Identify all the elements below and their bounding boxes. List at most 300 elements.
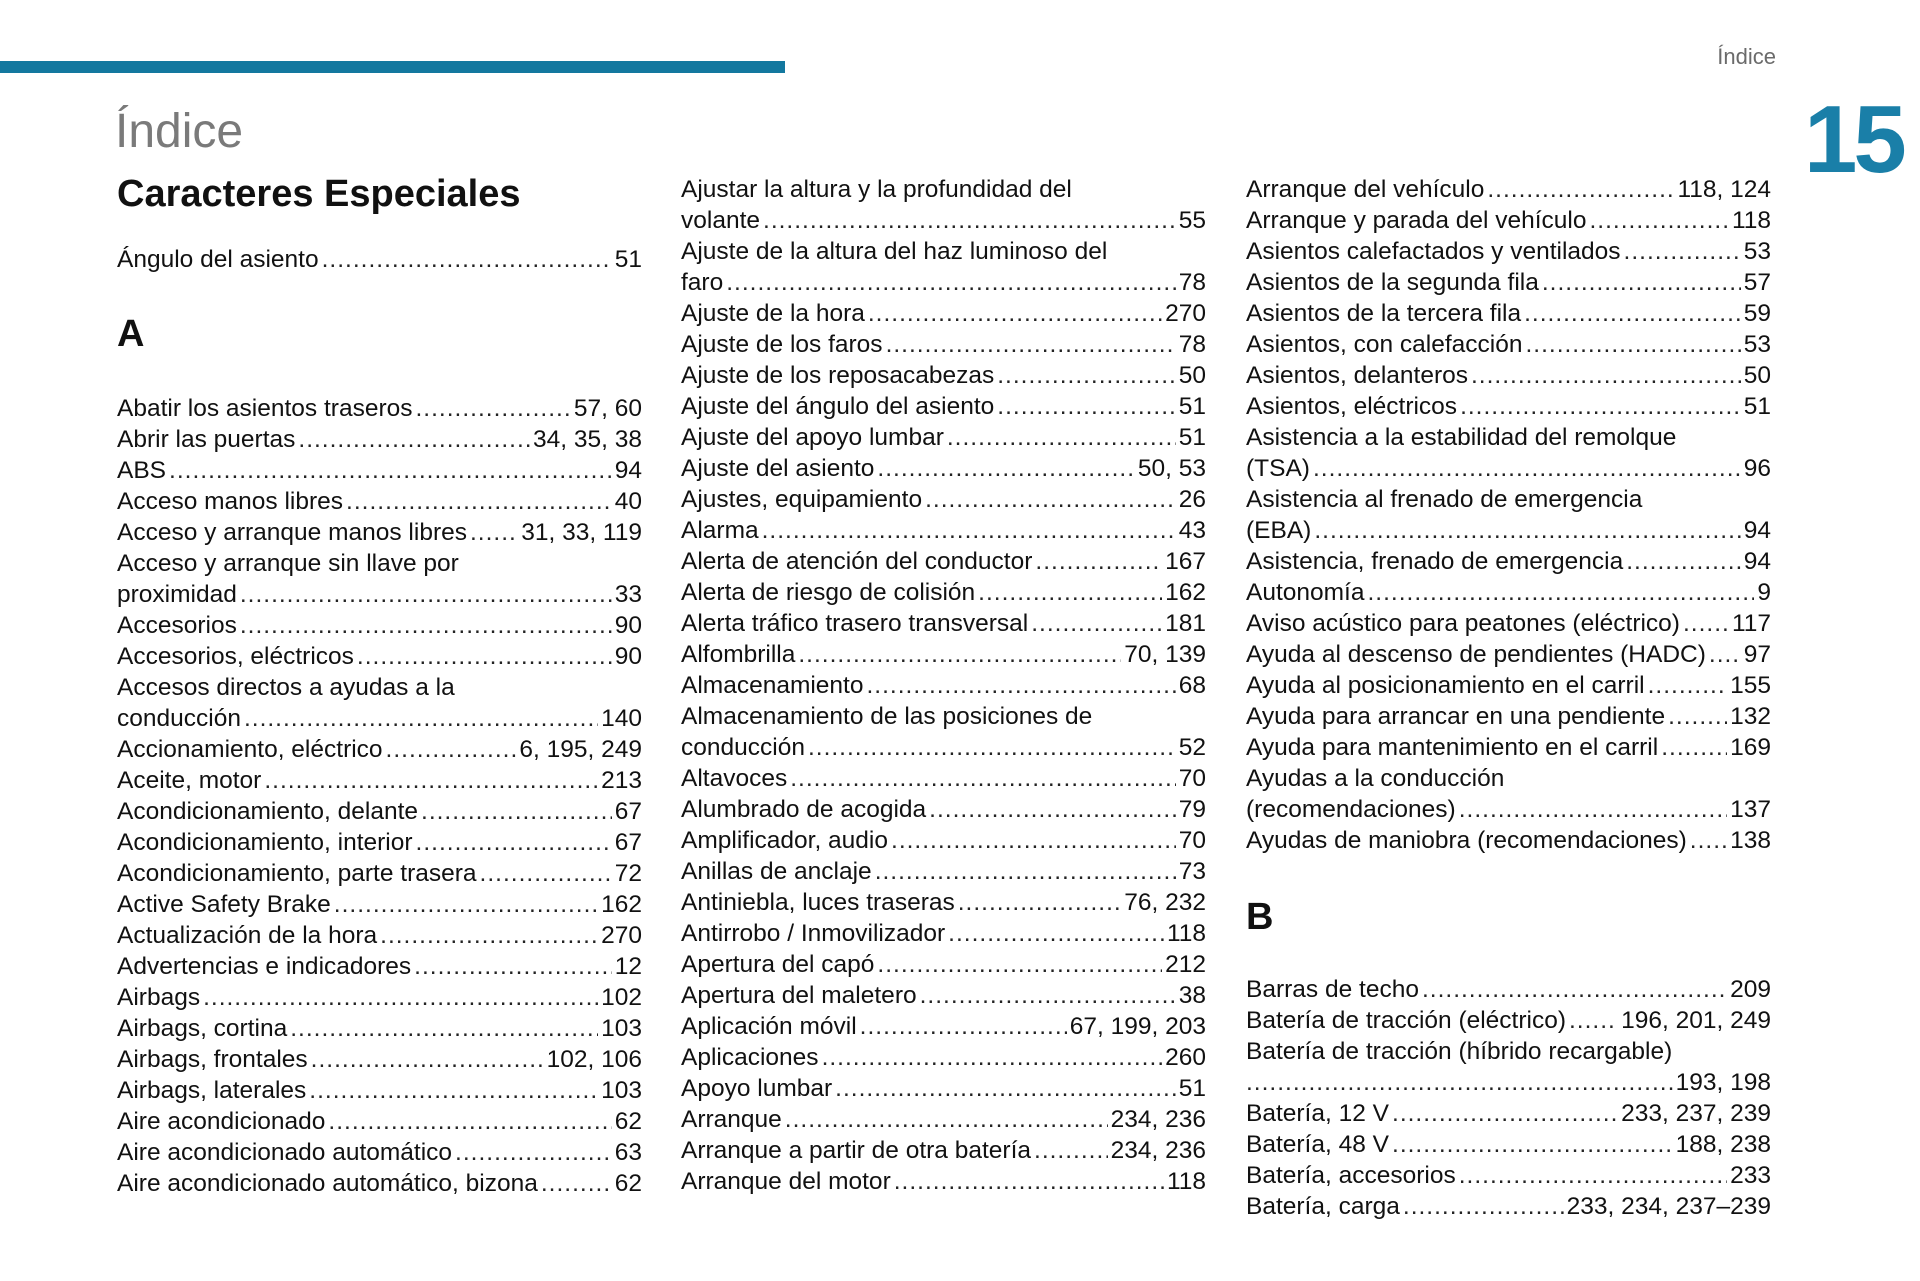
- index-entry-term: Barras de techo: [1246, 976, 1419, 1003]
- dot-leader: [169, 455, 612, 486]
- index-entry-term-line1: Acceso y arranque sin llave por: [117, 550, 459, 577]
- index-entry-term: Batería, carga: [1246, 1193, 1400, 1220]
- index-entry-pages[interactable]: 169: [1730, 734, 1771, 761]
- index-entry-term: ABS: [117, 457, 167, 484]
- dot-leader: [929, 794, 1176, 825]
- dot-leader: [860, 1011, 1067, 1042]
- dot-leader: [1525, 329, 1740, 360]
- index-entry-row: [1246, 639, 1771, 670]
- dot-leader: [1031, 608, 1162, 639]
- page-number: 15: [1804, 86, 1903, 193]
- index-entry: [1246, 236, 1771, 267]
- index-entry: [681, 1073, 1206, 1104]
- dot-leader: [346, 486, 612, 517]
- dot-leader: [414, 951, 612, 982]
- index-entry-pages[interactable]: 70: [1178, 827, 1206, 854]
- dot-leader: [790, 763, 1176, 794]
- index-entry-term: Arranque del motor: [681, 1168, 891, 1195]
- index-entry-row: [681, 887, 1206, 918]
- index-entry-row: [681, 1104, 1206, 1135]
- section-heading-a: A: [117, 313, 145, 355]
- index-entry-term: Asientos de la segunda fila: [1246, 269, 1539, 296]
- index-entry-term: Batería, 12 V: [1246, 1100, 1390, 1127]
- index-entry-term: Ayudas de maniobra (recomendaciones): [1246, 827, 1687, 854]
- index-entry-term: Acondicionamiento, interior: [117, 829, 413, 856]
- index-entry-pages[interactable]: 213: [601, 767, 642, 794]
- dot-leader: [763, 205, 1176, 236]
- index-entry: [681, 360, 1206, 391]
- index-entry-pages[interactable]: 38: [1178, 982, 1206, 1009]
- index-entry-term: Anillas de anclaje: [681, 858, 872, 885]
- index-entry: [681, 174, 1206, 236]
- index-entry-row: [681, 267, 1206, 298]
- index-entry-term-line1: Ajuste de la altura del haz luminoso del: [681, 238, 1108, 265]
- index-entry: [117, 424, 642, 455]
- index-entry: [681, 484, 1206, 515]
- index-entry-term: Batería de tracción (eléctrico): [1246, 1007, 1566, 1034]
- index-entry-term: faro: [681, 269, 724, 296]
- index-entry: [1246, 1129, 1771, 1160]
- index-entry-pages[interactable]: 209: [1730, 976, 1771, 1003]
- index-entry: [117, 1106, 642, 1137]
- index-entry-pages[interactable]: 270: [601, 922, 642, 949]
- index-entry: [681, 980, 1206, 1011]
- index-entry-pages[interactable]: 67, 199, 203: [1069, 1013, 1206, 1040]
- index-entry-pages[interactable]: 270: [1165, 300, 1206, 327]
- index-entry-pages[interactable]: 43: [1178, 517, 1206, 544]
- index-entry-term: Apertura del capó: [681, 951, 875, 978]
- index-entry-row: [117, 951, 642, 982]
- index-entry-term: Acceso y arranque manos libres: [117, 519, 467, 546]
- index-entry-pages[interactable]: 68: [1178, 672, 1206, 699]
- index-entry-pages[interactable]: 12: [614, 953, 642, 980]
- index-entry-pages[interactable]: 137: [1730, 796, 1771, 823]
- index-entry-pages[interactable]: 162: [1165, 579, 1206, 606]
- index-entry: [681, 329, 1206, 360]
- dot-leader: [1542, 267, 1741, 298]
- index-entry-term: Aceite, motor: [117, 767, 262, 794]
- index-entry: [681, 856, 1206, 887]
- index-entry: [681, 670, 1206, 701]
- index-entry-term: Antirrobo / Inmovilizador: [681, 920, 946, 947]
- index-entry-term: Alerta de riesgo de colisión: [681, 579, 976, 606]
- index-entry-pages[interactable]: 55: [1178, 207, 1206, 234]
- index-entry-pages[interactable]: 33: [614, 581, 642, 608]
- index-entry-row: [681, 577, 1206, 608]
- index-entry-pages[interactable]: 90: [614, 612, 642, 639]
- index-entry: [681, 1042, 1206, 1073]
- index-entry-row: [117, 610, 642, 641]
- dot-leader: [997, 360, 1175, 391]
- index-entry-pages[interactable]: 70: [1178, 765, 1206, 792]
- index-entry-pages[interactable]: 162: [601, 891, 642, 918]
- index-entry: [1246, 732, 1771, 763]
- index-entry: [681, 515, 1206, 546]
- dot-leader: [334, 889, 598, 920]
- index-entry-pages[interactable]: 188, 238: [1675, 1131, 1771, 1158]
- index-entry-term-line1: Batería de tracción (híbrido recargable): [1246, 1038, 1673, 1065]
- index-entry-term: Ayuda para mantenimiento en el carril: [1246, 734, 1659, 761]
- index-entry: [117, 1137, 642, 1168]
- index-entry-term: Ajuste de los reposacabezas: [681, 362, 995, 389]
- index-entry-pages[interactable]: 62: [614, 1108, 642, 1135]
- index-entry: [1246, 639, 1771, 670]
- dot-leader: [298, 424, 530, 455]
- dot-leader: [322, 244, 612, 275]
- dot-leader: [877, 949, 1162, 980]
- index-entry-row: [681, 794, 1206, 825]
- index-entry-pages[interactable]: 51: [1178, 393, 1206, 420]
- index-entry-row: [1246, 1160, 1771, 1191]
- index-entry-row: [681, 205, 1206, 236]
- index-entry-pages[interactable]: 90: [614, 643, 642, 670]
- dot-leader: [1590, 205, 1729, 236]
- index-entry-row: [117, 424, 642, 455]
- dot-leader: [1471, 360, 1741, 391]
- index-entry-pages[interactable]: 6, 195, 249: [519, 736, 642, 763]
- index-entry-term: Asientos, con calefacción: [1246, 331, 1523, 358]
- index-entry-row: [1246, 974, 1771, 1005]
- dot-leader: [1624, 236, 1741, 267]
- dot-leader: [920, 980, 1176, 1011]
- index-entry-term: Batería, 48 V: [1246, 1131, 1390, 1158]
- index-entry-term: Asientos de la tercera fila: [1246, 300, 1522, 327]
- index-entry-term: Amplificador, audio: [681, 827, 889, 854]
- index-entry: [1246, 298, 1771, 329]
- dot-leader: [1392, 1129, 1673, 1160]
- index-entry-pages[interactable]: 50, 53: [1137, 455, 1206, 482]
- index-entry-pages[interactable]: 260: [1165, 1044, 1206, 1071]
- index-entry-pages[interactable]: 72: [614, 860, 642, 887]
- index-entry-term: Almacenamiento: [681, 672, 864, 699]
- index-entry: [1246, 763, 1771, 825]
- index-entry-term: Arranque y parada del vehículo: [1246, 207, 1587, 234]
- index-entry-row: [681, 608, 1206, 639]
- index-entry-pages[interactable]: 34, 35, 38: [533, 426, 642, 453]
- index-entry-pages[interactable]: 196, 201, 249: [1621, 1007, 1771, 1034]
- index-entry: [1246, 1191, 1771, 1222]
- index-entry-pages[interactable]: 50: [1743, 362, 1771, 389]
- index-entry: [117, 486, 642, 517]
- index-entry-pages[interactable]: 62: [614, 1170, 642, 1197]
- index-entry-term-line1: Almacenamiento de las posiciones de: [681, 703, 1093, 730]
- index-entry: [117, 517, 642, 548]
- index-entry-pages[interactable]: 233: [1730, 1162, 1771, 1189]
- index-entry-row: [1246, 1067, 1771, 1098]
- index-entry-pages[interactable]: 102: [601, 984, 642, 1011]
- index-entry-row: [1246, 298, 1771, 329]
- index-entry-pages[interactable]: 97: [1743, 641, 1771, 668]
- index-entry: [117, 610, 642, 641]
- index-entry-term: Antiniebla, luces traseras: [681, 889, 955, 916]
- index-entry-row: [681, 1011, 1206, 1042]
- index-entry-row: [1246, 205, 1771, 236]
- index-entry-row: [117, 1137, 642, 1168]
- index-entry-pages[interactable]: 103: [601, 1077, 642, 1104]
- index-entry-row: [681, 763, 1206, 794]
- index-entry-pages[interactable]: 193, 198: [1675, 1069, 1771, 1096]
- index-entry-term: conducción: [117, 705, 241, 732]
- index-entry-pages[interactable]: 52: [1178, 734, 1206, 761]
- dot-leader: [822, 1042, 1163, 1073]
- dot-leader: [997, 391, 1175, 422]
- index-entry-pages[interactable]: 40: [614, 488, 642, 515]
- dot-leader: [798, 639, 1121, 670]
- index-entry-pages[interactable]: 234, 236: [1110, 1106, 1206, 1133]
- dot-leader: [1459, 794, 1727, 825]
- index-entry-term: volante: [681, 207, 761, 234]
- index-entry-row: [1246, 732, 1771, 763]
- b-entries: [1246, 974, 1771, 1222]
- index-entry: [681, 236, 1206, 298]
- index-entry-pages[interactable]: 94: [1743, 548, 1771, 575]
- dot-leader: [1246, 1067, 1673, 1098]
- index-entry: [1246, 329, 1771, 360]
- index-entry-row: [681, 453, 1206, 484]
- dot-leader: [1709, 639, 1741, 670]
- a-entries-column-3: [1246, 174, 1771, 856]
- index-entry: [117, 244, 642, 275]
- index-entry-pages[interactable]: 51: [1743, 393, 1771, 420]
- index-entry-term: Altavoces: [681, 765, 788, 792]
- index-entry: [681, 794, 1206, 825]
- index-entry-pages[interactable]: 138: [1730, 827, 1771, 854]
- index-entry-row: [117, 858, 642, 889]
- dot-leader: [357, 641, 612, 672]
- index-entry-pages[interactable]: 51: [614, 246, 642, 273]
- index-entry: [1246, 577, 1771, 608]
- index-entry-pages[interactable]: 9: [1757, 579, 1771, 606]
- index-entry-pages[interactable]: 233, 234, 237–239: [1566, 1193, 1771, 1220]
- index-entry-pages[interactable]: 167: [1165, 548, 1206, 575]
- index-entry-pages[interactable]: 103: [601, 1015, 642, 1042]
- index-entry-row: [117, 517, 642, 548]
- index-entry-row: [681, 1166, 1206, 1197]
- index-entry: [1246, 670, 1771, 701]
- index-entry-row: [1246, 1005, 1771, 1036]
- index-entry: [681, 1135, 1206, 1166]
- index-entry: [117, 858, 642, 889]
- index-entry: [681, 391, 1206, 422]
- index-entry-pages[interactable]: 70, 139: [1124, 641, 1206, 668]
- dot-leader: [948, 918, 1164, 949]
- index-entry: [117, 393, 642, 424]
- index-entry-row: [1246, 825, 1771, 856]
- dot-leader: [1648, 670, 1728, 701]
- index-entry: [681, 546, 1206, 577]
- index-entry-pages[interactable]: 117: [1731, 610, 1771, 637]
- index-entry-row: [681, 949, 1206, 980]
- dot-leader: [240, 579, 612, 610]
- index-entry-term: Asientos, eléctricos: [1246, 393, 1458, 420]
- index-entry-term: Apertura del maletero: [681, 982, 917, 1009]
- dot-leader: [386, 734, 517, 765]
- index-entry-term: Accesorios, eléctricos: [117, 643, 354, 670]
- index-entry-pages[interactable]: 53: [1743, 238, 1771, 265]
- index-entry-pages[interactable]: 155: [1730, 672, 1771, 699]
- dot-leader: [1368, 577, 1755, 608]
- index-entry-term: conducción: [681, 734, 805, 761]
- index-entry-row: [1246, 794, 1771, 825]
- dot-leader: [835, 1073, 1176, 1104]
- index-entry-term: Advertencias e indicadores: [117, 953, 412, 980]
- index-entry-term: Arranque a partir de otra batería: [681, 1137, 1032, 1164]
- index-entry: [681, 422, 1206, 453]
- index-entry-pages[interactable]: 132: [1730, 703, 1771, 730]
- dot-leader: [1661, 732, 1727, 763]
- dot-leader: [875, 856, 1176, 887]
- index-entry-row: [1246, 546, 1771, 577]
- index-entry-row: [681, 1135, 1206, 1166]
- dot-leader: [1524, 298, 1741, 329]
- dot-leader: [1035, 546, 1162, 577]
- index-entry-row: [117, 734, 642, 765]
- index-entry-term: Alerta tráfico trasero transversal: [681, 610, 1029, 637]
- index-entry-row: [117, 244, 642, 275]
- index-entry: [681, 608, 1206, 639]
- index-entry-term: Aire acondicionado automático: [117, 1139, 453, 1166]
- index-entry-term-line1: Accesos directos a ayudas a la: [117, 674, 455, 701]
- index-entry-term: Aplicación móvil: [681, 1013, 857, 1040]
- index-entry-row: [117, 703, 642, 734]
- index-entry: [1246, 1036, 1771, 1098]
- dot-leader: [868, 298, 1162, 329]
- index-entry-row: [117, 765, 642, 796]
- index-entry-row: [117, 796, 642, 827]
- index-entry-row: [117, 1013, 642, 1044]
- index-entry: [117, 672, 642, 734]
- index-entry-pages[interactable]: 118: [1166, 920, 1206, 947]
- index-entry-term: Abrir las puertas: [117, 426, 296, 453]
- index-entry: [1246, 484, 1771, 546]
- dot-leader: [290, 1013, 598, 1044]
- index-entry-pages[interactable]: 76, 232: [1124, 889, 1206, 916]
- dot-leader: [1683, 608, 1729, 639]
- index-entry-term: proximidad: [117, 581, 237, 608]
- index-entry-term: Accionamiento, eléctrico: [117, 736, 383, 763]
- index-entry-pages[interactable]: 31, 33, 119: [521, 519, 642, 546]
- index-entry: [681, 825, 1206, 856]
- dot-leader: [244, 703, 598, 734]
- index-entry-pages[interactable]: 94: [614, 457, 642, 484]
- index-entry-pages[interactable]: 73: [1178, 858, 1206, 885]
- index-entry: [1246, 360, 1771, 391]
- index-entry-row: [681, 391, 1206, 422]
- special-characters-list: [117, 244, 642, 275]
- index-entry-row: [1246, 670, 1771, 701]
- index-entry-pages[interactable]: 50: [1178, 362, 1206, 389]
- index-entry-row: [681, 639, 1206, 670]
- index-entry-row: [1246, 1098, 1771, 1129]
- dot-leader: [1626, 546, 1740, 577]
- index-entry-pages[interactable]: 51: [1178, 1075, 1206, 1102]
- index-entry-term: Ajuste del apoyo lumbar: [681, 424, 944, 451]
- index-entry-pages[interactable]: 96: [1743, 455, 1771, 482]
- index-entry: [1246, 701, 1771, 732]
- index-entry-pages[interactable]: 53: [1743, 331, 1771, 358]
- index-entry-pages[interactable]: 234, 236: [1110, 1137, 1206, 1164]
- index-entry-row: [117, 1106, 642, 1137]
- dot-leader: [894, 1166, 1164, 1197]
- index-entry-pages[interactable]: 78: [1178, 269, 1206, 296]
- index-entry: [681, 949, 1206, 980]
- index-entry: [681, 763, 1206, 794]
- index-entry-pages[interactable]: 118: [1166, 1168, 1206, 1195]
- index-entry-term: Asientos calefactados y ventilados: [1246, 238, 1621, 265]
- index-entry: [1246, 422, 1771, 484]
- index-entry-term-line1: Ayudas a la conducción: [1246, 765, 1505, 792]
- index-entry: [1246, 174, 1771, 205]
- dot-leader: [886, 329, 1176, 360]
- index-entry-term: Arranque: [681, 1106, 782, 1133]
- index-entry-pages[interactable]: 57, 60: [573, 395, 642, 422]
- index-entry: [681, 701, 1206, 763]
- index-entry-row: [1246, 267, 1771, 298]
- index-entry-row: [681, 1042, 1206, 1073]
- index-entry-row: [117, 1168, 642, 1199]
- index-entry-term: Ayuda al posicionamiento en el carril: [1246, 672, 1645, 699]
- index-entry-pages[interactable]: 102, 106: [546, 1046, 642, 1073]
- index-entry-row: [1246, 329, 1771, 360]
- index-entry-pages[interactable]: 94: [1743, 517, 1771, 544]
- index-entry-row: [117, 920, 642, 951]
- index-entry-term: Active Safety Brake: [117, 891, 331, 918]
- dot-leader: [480, 858, 612, 889]
- index-entry-pages[interactable]: 57: [1743, 269, 1771, 296]
- index-entry-pages[interactable]: 78: [1178, 331, 1206, 358]
- dot-leader: [1313, 453, 1741, 484]
- index-entry-pages[interactable]: 67: [614, 798, 642, 825]
- index-entry-pages[interactable]: 181: [1165, 610, 1206, 637]
- dot-leader: [203, 982, 598, 1013]
- index-entry-row: [681, 360, 1206, 391]
- index-entry-term: Arranque del vehículo: [1246, 176, 1485, 203]
- index-entry-row: [681, 329, 1206, 360]
- dot-leader: [328, 1106, 611, 1137]
- index-entry-row: [681, 825, 1206, 856]
- index-entry-pages[interactable]: 59: [1743, 300, 1771, 327]
- index-entry: [681, 1011, 1206, 1042]
- index-entry-pages[interactable]: 118, 124: [1677, 176, 1771, 203]
- index-entry-row: [117, 486, 642, 517]
- index-entry-pages[interactable]: 79: [1178, 796, 1206, 823]
- index-entry-row: [1246, 360, 1771, 391]
- index-entry: [117, 796, 642, 827]
- index-entry-row: [1246, 236, 1771, 267]
- dot-leader: [726, 267, 1176, 298]
- index-entry-term: Ayuda al descenso de pendientes (HADC): [1246, 641, 1706, 668]
- index-entry-pages[interactable]: 118: [1731, 207, 1771, 234]
- dot-leader: [309, 1075, 598, 1106]
- index-entry-pages[interactable]: 212: [1165, 951, 1206, 978]
- index-entry: [117, 889, 642, 920]
- index-entry-row: [681, 1073, 1206, 1104]
- index-entry-row: [117, 455, 642, 486]
- dot-leader: [877, 453, 1134, 484]
- dot-leader: [1459, 1160, 1727, 1191]
- index-entry-pages[interactable]: 67: [614, 829, 642, 856]
- index-entry-row: [681, 856, 1206, 887]
- index-entry-row: [117, 579, 642, 610]
- index-entry-pages[interactable]: 26: [1178, 486, 1206, 513]
- index-entry-pages[interactable]: 63: [614, 1139, 642, 1166]
- index-entry-row: [681, 980, 1206, 1011]
- index-entry-pages[interactable]: 140: [601, 705, 642, 732]
- index-entry-pages[interactable]: 51: [1178, 424, 1206, 451]
- index-entry-row: [1246, 1191, 1771, 1222]
- dot-leader: [866, 670, 1175, 701]
- index-entry-pages[interactable]: 233, 237, 239: [1621, 1100, 1771, 1127]
